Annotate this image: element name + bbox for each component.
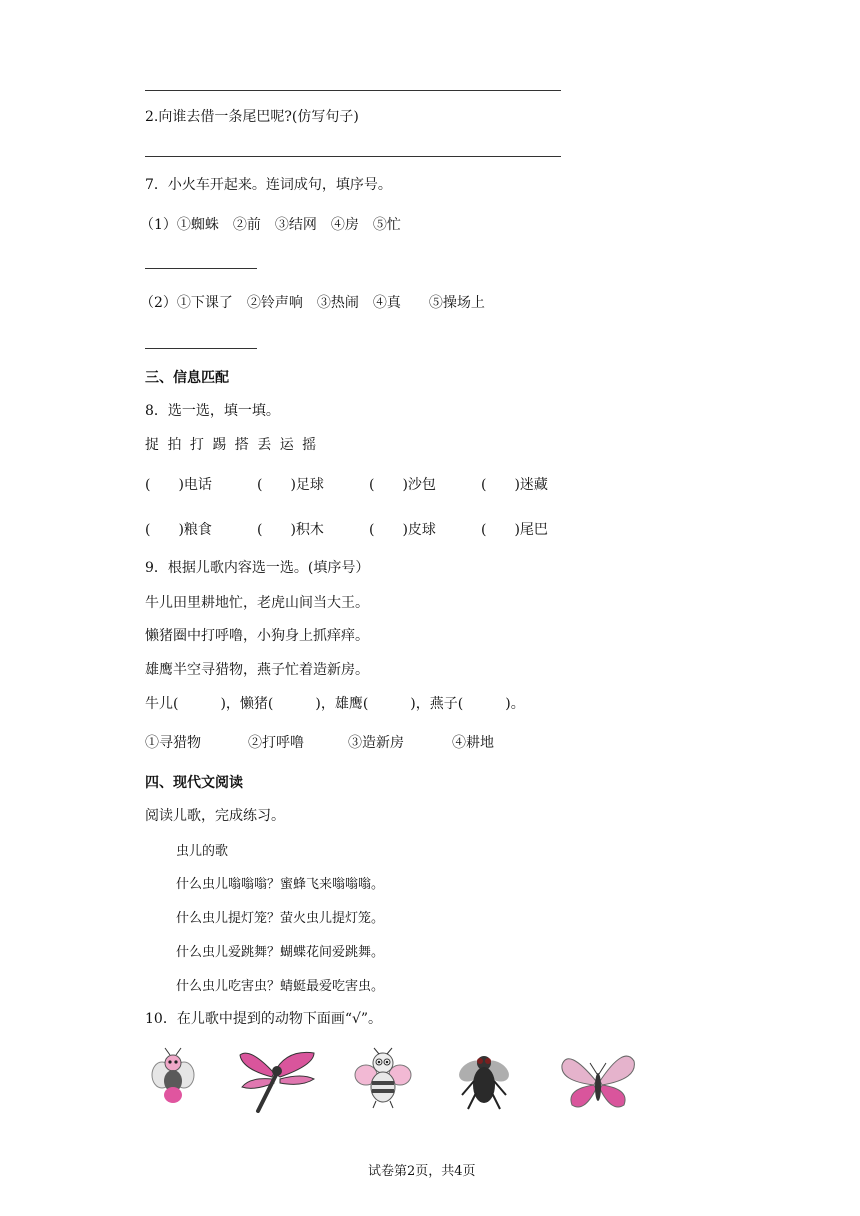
bee-icon[interactable] — [354, 1047, 412, 1109]
rhyme-line: 懒猪圈中打呼噜，小狗身上抓痒痒。 — [145, 628, 369, 644]
poem-line: 什么虫儿爱跳舞？蝴蝶花间爱跳舞。 — [176, 945, 385, 960]
question-9-title: 9．根据儿歌内容选一选。(填序号） — [145, 560, 370, 576]
poem-title: 虫儿的歌 — [176, 844, 229, 859]
question-8-title: 8．选一选，填一填。 — [145, 403, 280, 419]
fill-blank-phrase: ( )迷藏 — [481, 477, 548, 493]
question-imitate-sentence: 2.向谁去借一条尾巴呢?(仿写句子) — [145, 109, 359, 125]
option-item: ②打呼噜 — [248, 735, 304, 751]
option-item: ④耕地 — [452, 735, 494, 751]
dragonfly-icon[interactable] — [236, 1043, 320, 1113]
fill-blank-phrase: ( )电话 — [145, 477, 212, 493]
answer-line[interactable] — [145, 90, 561, 91]
option-item: ③造新房 — [348, 735, 404, 751]
poem-line: 什么虫儿提灯笼？萤火虫儿提灯笼。 — [176, 911, 385, 926]
fill-blank-phrase: ( )足球 — [257, 477, 324, 493]
poem-line: 什么虫儿吃害虫？蜻蜓最爱吃害虫。 — [176, 979, 385, 994]
question-7-item-2: （2）①下课了 ②铃声响 ③热闹 ④真 ⑤操场上 — [140, 295, 485, 311]
page-footer: 试卷第2页，共4页 — [368, 1164, 476, 1179]
firefly-icon[interactable] — [148, 1045, 198, 1107]
poem-line: 什么虫儿嗡嗡嗡？蜜蜂飞来嗡嗡嗡。 — [176, 877, 385, 892]
question-7-item-1: （1）①蜘蛛 ②前 ③结网 ④房 ⑤忙 — [140, 217, 401, 233]
rhyme-line: 雄鹰半空寻猎物，燕子忙着造新房。 — [145, 662, 369, 678]
option-item: ①寻猎物 — [145, 735, 201, 751]
fill-blank-phrase: ( )粮食 — [145, 522, 212, 538]
verb-options: 捉 拍 打 踢 搭 丢 运 摇 — [145, 437, 319, 453]
question-9-fill: 牛儿( )，懒猪( )，雄鹰( )，燕子( )。 — [145, 696, 525, 712]
fill-blank-phrase: ( )沙包 — [369, 477, 436, 493]
section-3-heading: 三、信息匹配 — [145, 370, 229, 386]
section-4-heading: 四、现代文阅读 — [145, 775, 243, 791]
fill-blank-phrase: ( )尾巴 — [481, 522, 548, 538]
fill-blank-phrase: ( )皮球 — [369, 522, 436, 538]
fill-blank-phrase: ( )积木 — [257, 522, 324, 538]
answer-line[interactable] — [145, 348, 257, 349]
answer-line[interactable] — [145, 268, 257, 269]
question-7-title: 7．小火车开起来。连词成句，填序号。 — [145, 177, 392, 193]
reading-intro: 阅读儿歌，完成练习。 — [145, 808, 285, 824]
fly-icon[interactable] — [456, 1047, 512, 1113]
rhyme-line: 牛儿田里耕地忙，老虎山间当大王。 — [145, 595, 369, 611]
butterfly-icon[interactable] — [558, 1047, 638, 1115]
question-10-title: 10．在儿歌中提到的动物下面画“√”。 — [145, 1011, 383, 1027]
answer-line[interactable] — [145, 156, 561, 157]
